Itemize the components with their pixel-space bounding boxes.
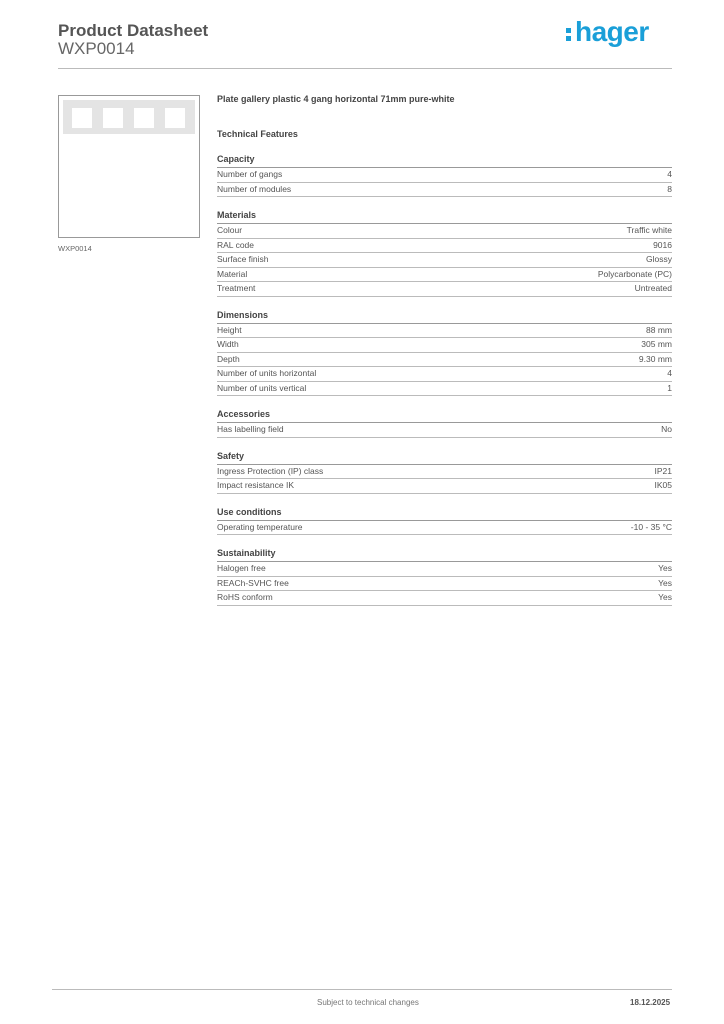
spec-row [217, 253, 672, 268]
spec-label: Has labelling field [217, 424, 284, 434]
spec-label: RAL code [217, 239, 255, 250]
spec-section [217, 409, 672, 438]
brand-logo [566, 16, 649, 48]
spec-label: Impact resistance IK [217, 480, 295, 490]
spec-label: Colour [217, 225, 243, 235]
spec-value: Yes [658, 563, 672, 573]
spec-value: 4 [667, 169, 672, 179]
spec-label: REACh-SVHC free [217, 577, 289, 588]
spec-row [217, 338, 672, 353]
spec-value: 88 mm [646, 324, 672, 335]
logo-text: hager [575, 16, 649, 47]
section-title: Accessories [217, 409, 672, 423]
spec-value: Untreated [634, 283, 672, 293]
spec-section [217, 154, 672, 197]
spec-sections [217, 154, 672, 606]
spec-value: 9016 [653, 239, 672, 250]
spec-row [217, 324, 672, 339]
features-heading: Technical Features [217, 129, 298, 139]
spec-label: Number of modules [217, 183, 292, 194]
spec-row [217, 168, 672, 183]
spec-row [217, 224, 672, 239]
spec-label: Width [217, 339, 239, 349]
spec-label: Operating temperature [217, 521, 303, 532]
spec-row [217, 183, 672, 198]
spec-label: Depth [217, 353, 240, 364]
spec-row [217, 465, 672, 480]
spec-value: Yes [658, 577, 672, 588]
section-title: Dimensions [217, 310, 672, 324]
spec-label: Number of units horizontal [217, 368, 317, 378]
spec-row [217, 282, 672, 297]
spec-row [217, 268, 672, 283]
plate-illustration [63, 100, 195, 134]
spec-row [217, 521, 672, 536]
footer-divider [52, 989, 672, 990]
footer-note: Subject to technical changes [317, 998, 419, 1007]
spec-label: Material [217, 268, 248, 279]
spec-value: No [661, 424, 672, 434]
spec-value: Polycarbonate (PC) [597, 268, 672, 279]
spec-value: Traffic white [626, 225, 672, 235]
spec-row [217, 367, 672, 382]
spec-label: Halogen free [217, 563, 266, 573]
spec-content [217, 94, 672, 606]
section-title: Use conditions [217, 507, 672, 521]
section-title: Capacity [217, 154, 672, 168]
header-divider [58, 68, 672, 69]
spec-value: 8 [667, 183, 672, 194]
spec-row [217, 562, 672, 577]
spec-section [217, 548, 672, 606]
spec-section [217, 310, 672, 397]
logo-dots-icon [566, 23, 572, 43]
spec-value: 4 [667, 368, 672, 378]
spec-label: RoHS conform [217, 592, 273, 602]
spec-value: IK05 [654, 480, 672, 490]
spec-section [217, 210, 672, 297]
product-title: Plate gallery plastic 4 gang horizontal 71mm pure-white [217, 94, 455, 104]
page-title: Product Datasheet [58, 21, 209, 40]
spec-value: Yes [658, 592, 672, 602]
spec-row [217, 591, 672, 606]
spec-row [217, 423, 672, 438]
section-title: Sustainability [217, 548, 672, 562]
product-image [58, 95, 200, 238]
spec-row [217, 353, 672, 368]
spec-value: 305 mm [641, 339, 672, 349]
spec-value: 9.30 mm [638, 353, 672, 364]
product-code: WXP0014 [58, 39, 135, 58]
spec-row [217, 479, 672, 494]
spec-label: Treatment [217, 283, 256, 293]
footer-date: 18.12.2025 [630, 998, 671, 1007]
spec-label: Height [217, 324, 242, 335]
spec-row [217, 239, 672, 254]
spec-label: Surface finish [217, 254, 269, 264]
section-title: Materials [217, 210, 672, 224]
spec-row [217, 382, 672, 397]
section-title: Safety [217, 451, 672, 465]
spec-value: IP21 [654, 465, 672, 476]
spec-label: Number of gangs [217, 169, 283, 179]
spec-value: Glossy [646, 254, 672, 264]
spec-row [217, 577, 672, 592]
image-caption: WXP0014 [58, 244, 92, 253]
spec-label: Number of units vertical [217, 382, 307, 393]
spec-section [217, 507, 672, 536]
spec-section [217, 451, 672, 494]
spec-label: Ingress Protection (IP) class [217, 465, 324, 476]
spec-value: -10 - 35 °C [630, 521, 672, 532]
spec-value: 1 [667, 382, 672, 393]
